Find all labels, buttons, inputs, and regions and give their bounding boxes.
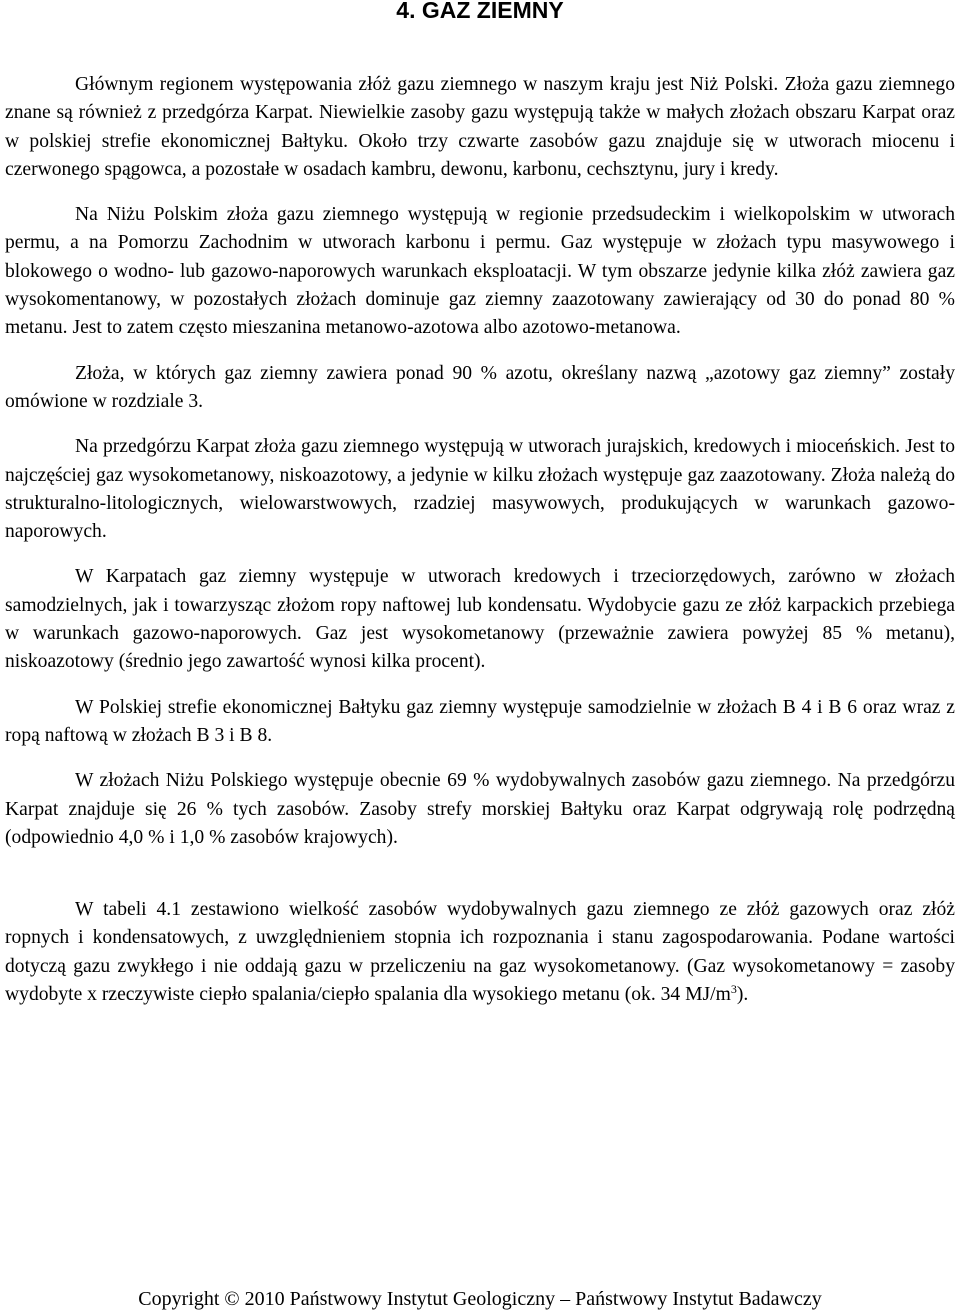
paragraph-table-reference-text: W tabeli 4.1 zestawiono wielkość zasobów wydobywalnych gazu ziemnego ze złóż gazowych oraz złóż ropnych i kondensatowych, z uwzględnieniem stopnia ich rozpoznania i stanu zagospodarowania. Podane wartości dotyczą gazu zwykłego i nie oddają gazu w przeliczeniu na gaz wysokometanowy. (Gaz wysokometanowy = zasoby wydobyte x rzeczywiste ciepło spalania/ciepło spalania dla wysokiego metanu (ok. 34 MJ/m <box>5 899 955 1006</box>
paragraph-carpathians: W Karpatach gaz ziemny występuje w utworach kredowych i trzeciorzędowych, zarówno w złożach samodzielnych, jak i towarzysząc złożom ropy naftowej lub kondensatu. Wydobycie gazu ze złóż karpackich przebiega w warunkach gazowo-naporowych. Gaz jest wysokometanowy (przeważnie zawiera powyżej 85 % metanu), niskoazotowy (średnio jego zawartość wynosi kilka procent). <box>5 566 955 673</box>
paragraph-main-regions: Głównym regionem występowania złóż gazu ziemnego w naszym kraju jest Niż Polski. Złoża gazu ziemnego znane są również z przedgórza Karpat. Niewielkie zasoby gazu występują także w małych złożach obszaru Karpat oraz w polskiej strefie ekonomicznej Bałtyku. Około trzy czwarte zasobów gazu znajduje się w utworach miocenu i czerwonego spągowca, a pozostałe w osadach kambru, dewonu, karbonu, cechsztynu, jury i kredy. <box>5 74 955 180</box>
paragraph-table-reference <box>5 896 955 1009</box>
paragraph-carpathian-foredeep: Na przedgórzu Karpat złoża gazu ziemnego występują w utworach jurajskich, kredowych i mioceńskich. Jest to najczęściej gaz wysokometanowy, niskoazotowy, a jedynie w kilku złożach występuje gaz zaazotowany. Złoża należą do strukturalno-litologicznych, wielowarstwowych, rzadziej masywowych, produkujących w warunkach gazowo-naporowych. <box>5 436 955 543</box>
superscript-cubic: 3 <box>730 982 737 997</box>
paragraph-nitrogen-gas: Złoża, w których gaz ziemny zawiera ponad 90 % azotu, określany nazwą „azotowy gaz ziemny” zostały omówione w rozdziale 3. <box>5 362 955 412</box>
paragraph-polish-lowland: Na Niżu Polskim złoża gazu ziemnego występują w regionie przedsudeckim i wielkopolskim w utworach permu, a na Pomorzu Zachodnim w utworach karbonu i permu. Gaz występuje w złożach typu masywowego i blokowego o wodno- lub gazowo-naporowych warunkach eksploatacji. W tym obszarze jedynie kilka złóż zawiera gaz wysokomentanowy, w pozostałych złożach dominuje gaz ziemny zaazotowany zawierający od 30 do ponad 80 % metanu. Jest to zatem często mieszanina metanowo-azotowa albo azotowo-metanowa. <box>5 204 955 339</box>
paragraph-baltic-zone: W Polskiej strefie ekonomicznej Bałtyku gaz ziemny występuje samodzielnie w złożach B 4 i B 6 oraz wraz z ropą naftową w złożach B 3 i B 8. <box>5 696 955 746</box>
paragraph-table-reference-suffix: ). <box>736 984 749 1006</box>
paragraph-resource-shares: W złożach Niżu Polskiego występuje obecnie 69 % wydobywalnych zasobów gazu ziemnego. Na przedgórzu Karpat znajduje się 26 % tych zasobów. Zasoby strefy morskiej Bałtyku oraz Karpat odgrywają rolę podrzędną (odpowiednio 4,0 % i 1,0 % zasobów krajowych). <box>5 770 955 848</box>
document-body <box>5 71 955 1026</box>
copyright-footer: Copyright © 2010 Państwowy Instytut Geologiczny – Państwowy Instytut Badawczy <box>138 1288 822 1310</box>
page-title: 4. GAZ ZIEMNY <box>396 0 564 23</box>
